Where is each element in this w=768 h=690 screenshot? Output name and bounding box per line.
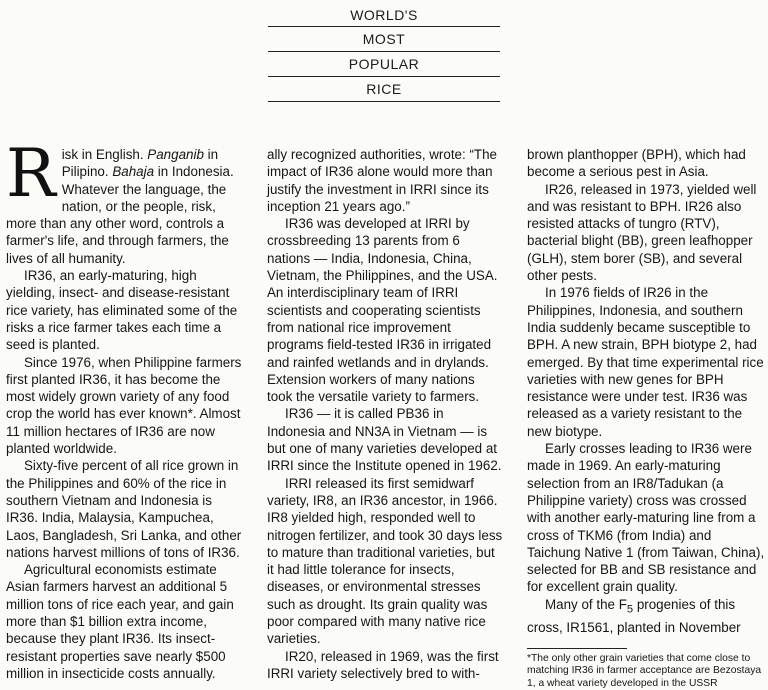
- p1-rest: in Indonesia. Whatever the language, the nation, or the people, risk, more than any other word, controls a farmer's life, and through farmers, the lives of all humanity.: [6, 164, 234, 266]
- paragraph-4: Early crosses leading to IR36 were made in 1969. An early-maturing selection from an IR8/Tadukan (a Philippine variety) cross was crossed with another early-maturing line from a cross of TKM6 (from India) and Taichung Native 1 (from Taiwan, China), selected for BB and SB resistance and for excellent grain quality.: [527, 441, 765, 595]
- footnote-rule: [527, 648, 627, 649]
- p5-part-a: Many of the F: [545, 596, 627, 612]
- column-1: [6, 135, 242, 682]
- title-line-1: WORLD'S: [350, 7, 418, 23]
- column-2: [267, 146, 503, 682]
- title-line-2: MOST: [268, 26, 500, 51]
- paragraph-5: [527, 596, 767, 636]
- paragraph-2: IR26, released in 1973, yielded well and was resistant to BPH. IR26 also resisted attacks of tungro (RTV), bacterial blight (BB), green leafhopper (GLH), stem borer (SB), and several other pests.: [527, 181, 757, 284]
- column-3: [527, 146, 767, 690]
- title-box: [268, 0, 500, 102]
- p5-part-c: $500 million in insecticide costs annually.: [6, 648, 226, 681]
- title-line-4: RICE: [268, 76, 500, 101]
- paragraph-3: IR36 — it is called PB36 in Indonesia and NN3A in Vietnam — is but one of many varieties developed at IRRI since the Institute opened in 1962.: [267, 406, 502, 474]
- p1-word-panganib: Panganib: [147, 147, 204, 162]
- p1-word-bahaja: Bahaja: [112, 164, 155, 180]
- paragraph-1: [6, 135, 242, 267]
- p5-part-a: Agricultural economists estimate Asian farmers harvest an additional 5 million tons of rice each year, and gain more than: [6, 562, 234, 630]
- p1-mid: in Pilipino.: [61, 147, 219, 180]
- drop-cap: R: [6, 135, 56, 212]
- f5-subscript: 5: [626, 603, 634, 616]
- paragraph-4: Sixty-five percent of all rice grown in the Philippines and 60% of the rice in southern Vietnam and Indonesia is IR36. India, Malaysia, Kampuchea, Laos, Bangladesh, Sri Lanka, and other nations harvest millions of tons of IR36.: [6, 458, 242, 560]
- paragraph-4: IRRI released its first semidwarf variety, IR8, an IR36 ancestor, in 1966. IR8 yielded high, responded well to nitrogen fertilizer, and took 30 days less to mature than traditional varieties, but it had little tolerance for insects, diseases, or environmental stresses such as drought. Its grain quality was poor compared with many native rice varieties.: [267, 475, 503, 647]
- paragraph-3: Since 1976, when Philippine farmers first planted IR36, it has become the most widely grown variety of any food crop the world has ever known*. Almost 11 million hectares of IR36 are now planted worldwide.: [6, 354, 242, 457]
- footnote: *The only other grain varieties that come close to matching IR36 in farmer acceptance are Bezostaya 1, a wheat variety developed in the USSR: [527, 652, 762, 689]
- p5-part-b: $1 billion extra income, because they plant IR36. Its insect-resistant properties save nearly: [6, 614, 216, 664]
- paragraph-3: In 1976 fields of IR26 in the Philippines, Indonesia, and southern India suddenly became susceptible to BPH. A new strain, BPH biotype 2, had emerged. By that time experimental rice varieties with new genes for BPH resistance were under test. IR36 was released as a variety resistant to the new biotype.: [527, 285, 764, 439]
- paragraph-1: brown planthopper (BPH), which had become a serious pest in Asia.: [527, 147, 746, 180]
- paragraph-2: IR36, an early-maturing, high yielding, insect- and disease-resistant rice variety, has eliminated some of the risks a rice farmer takes each time a seed is planted.: [6, 268, 238, 353]
- paragraph-5: IR20, released in 1969, was the first IRRI variety selectively bred to with-: [267, 648, 499, 681]
- p1-lead: isk in English.: [61, 147, 148, 162]
- paragraph-2: IR36 was developed at IRRI by crossbreeding 13 parents from 6 nations — India, Indonesia, China, Vietnam, the Philippines, and the USA. An interdisciplinary team of IRRI scientists and cooperating scientists from national rice improvement programs field-tested IR36 in irrigated and rainfed wetlands and in drylands. Extension workers of many nations took the versatile variety to farmers.: [267, 216, 498, 405]
- title-line-3: POPULAR: [268, 51, 500, 76]
- paragraph-1: ally recognized authorities, wrote: “The impact of IR36 alone would more than justify the investment in IRRI since its inception 21 years ago.”: [267, 147, 497, 214]
- p5-part-b: progenies of this cross, IR1561, planted in November: [527, 596, 741, 635]
- paragraph-5: [6, 561, 242, 682]
